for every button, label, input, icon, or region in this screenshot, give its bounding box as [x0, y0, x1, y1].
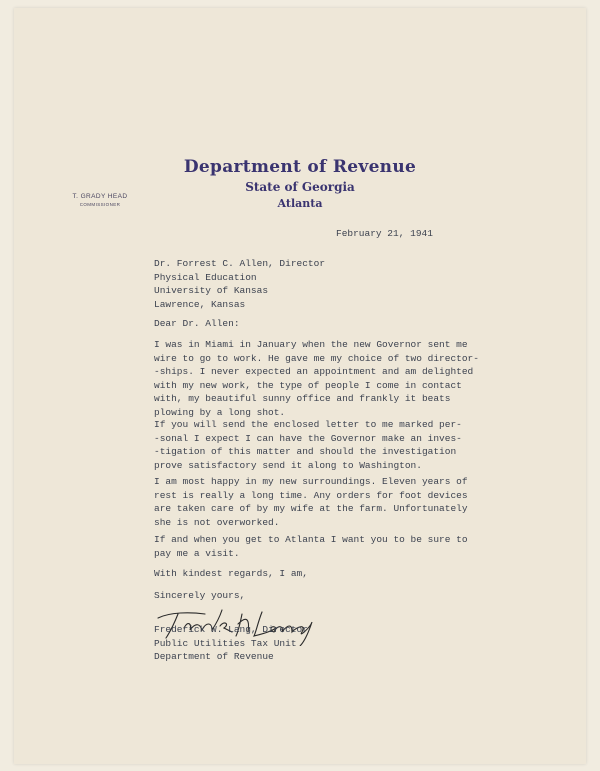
commissioner-name: T. GRADY HEAD: [72, 193, 128, 200]
signer-name: Frederick W. Lang, Director: [154, 624, 308, 635]
paragraph-4: If and when you get to Atlanta I want you to be sure to pay me a visit.: [154, 534, 468, 559]
signer-unit: Public Utilities Tax Unit: [154, 637, 297, 649]
address-line: Lawrence, Kansas: [154, 298, 246, 310]
valediction: Sincerely yours,: [154, 590, 246, 601]
letterhead-title: Department of Revenue: [183, 157, 417, 177]
paragraph-3: I am most happy in my new surroundings. Eleven years of rest is really a long time. Any orders for foot devices are taken care of by my wife at the farm. Unfortunately she is not overworked.: [154, 476, 468, 528]
commissioner-block: [60, 193, 140, 207]
commissioner-title: COMMISSIONER: [79, 202, 121, 207]
address-line: Dr. Forrest C. Allen, Director: [154, 258, 326, 269]
letterhead-city: Atlanta: [277, 197, 323, 210]
signer-department: Department of Revenue: [154, 651, 274, 663]
salutation: Dear Dr. Allen:: [154, 318, 240, 329]
closing: With kindest regards, I am,: [154, 568, 308, 579]
letter-date: February 21, 1941: [336, 228, 433, 239]
address-line: University of Kansas: [154, 285, 269, 297]
recipient-address: [154, 257, 325, 311]
address-line: Physical Education: [154, 271, 257, 283]
paragraph-1: I was in Miami in January when the new Governor sent me wire to go to work. He gave me my choice of two director- -ships. I never expected an appointment and am delighted with my new work, the type of people I come in contact with, my beautiful sunny office and frankly it beats plowing by a long shot.: [154, 339, 479, 418]
letterhead-state: State of Georgia: [245, 180, 355, 194]
paragraph-2: If you will send the enclosed letter to me marked per- -sonal I expect I can have the Governor make an inves- -tigation of this matter and should the investigation prove satisfactory send it along to Washington.: [154, 419, 462, 471]
signer-block: [154, 623, 308, 664]
